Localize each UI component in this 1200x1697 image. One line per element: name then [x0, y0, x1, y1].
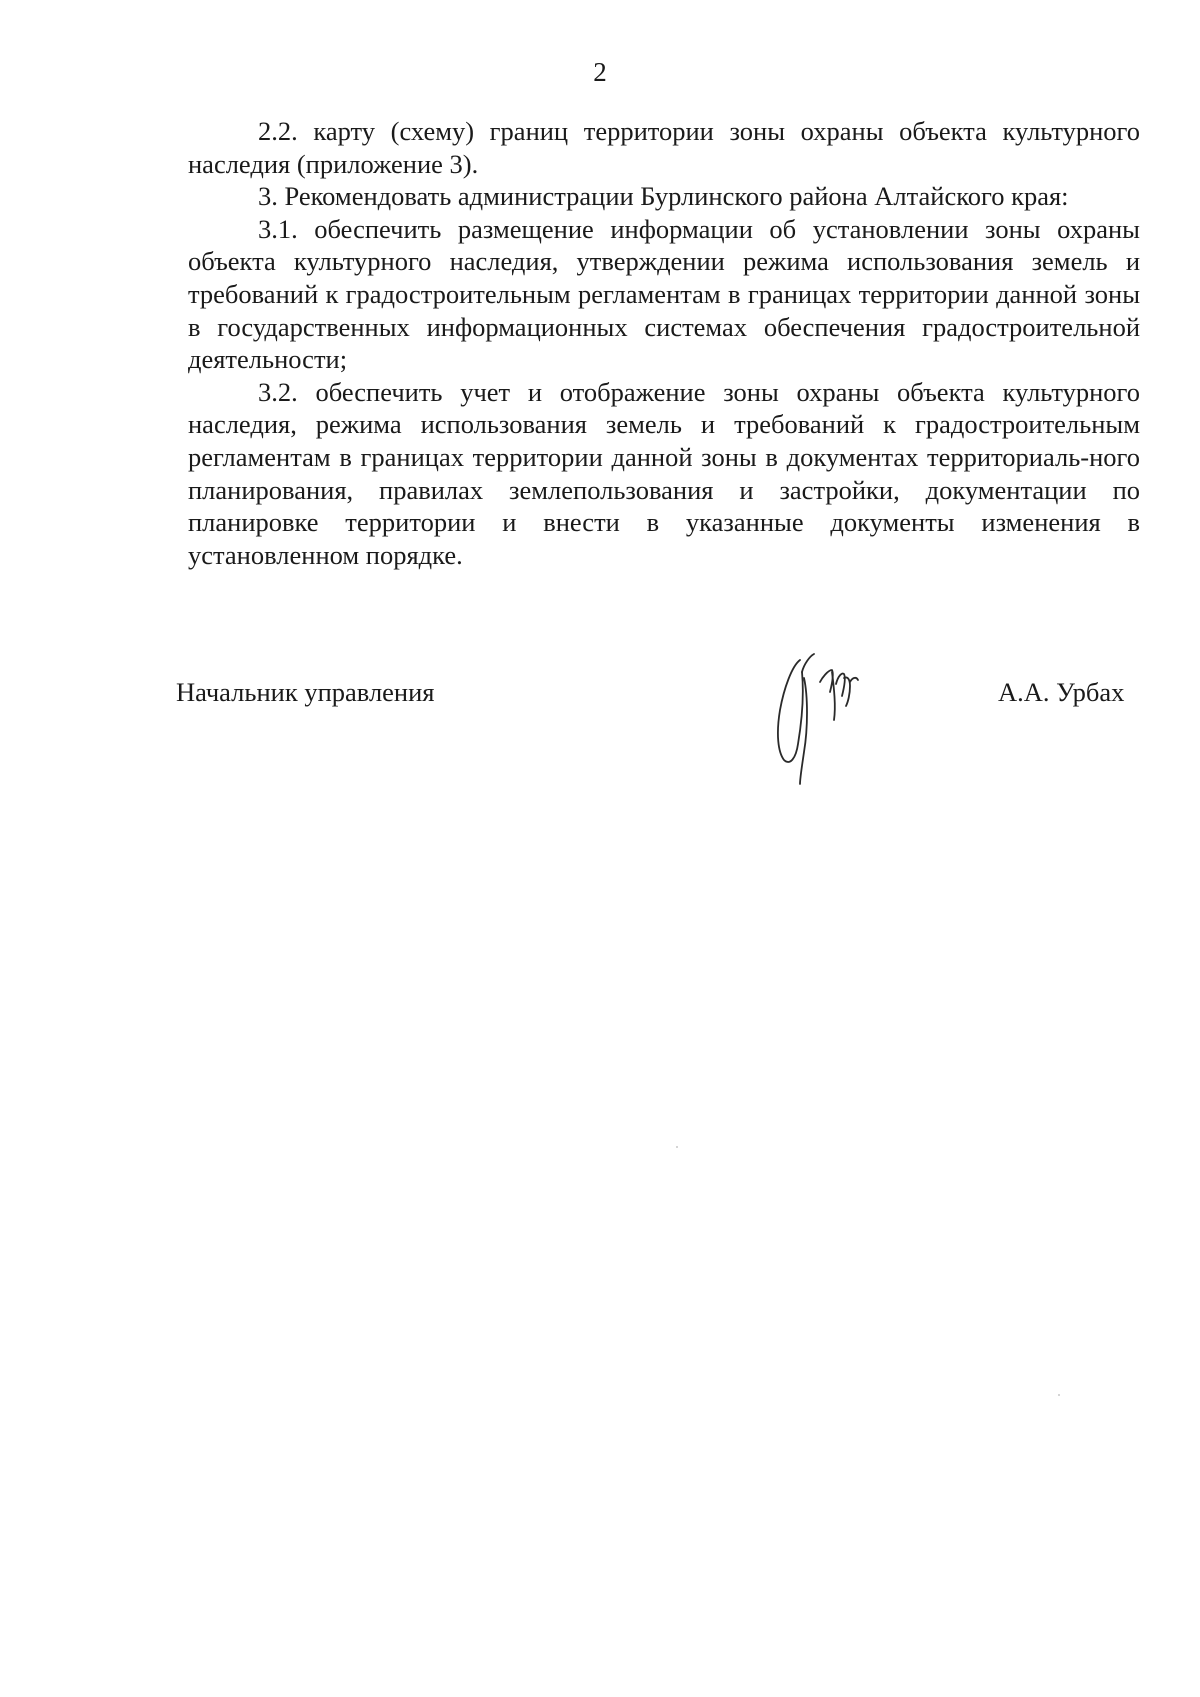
paragraph-3-1: 3.1. обеспечить размещение информации об установлении зоны охраны объекта культурного наследия, утверждении режима использования земель и требований к градостроительным регламентам в границах территории данной зоны в государственных информационных системах обеспечения градостроительной деятельности;: [188, 213, 1140, 375]
scan-speck: [1058, 1394, 1060, 1396]
signatory-position: Начальник управления: [176, 677, 435, 707]
page-number: 2: [593, 57, 607, 87]
handwritten-signature: [762, 648, 882, 788]
scan-speck: [676, 1146, 678, 1148]
signatory-name: А.А. Урбах: [998, 677, 1125, 707]
paragraph-3-2: 3.2. обеспечить учет и отображение зоны охраны объекта культурного наследия, режима использования земель и требований к градостроительным регламентам в границах территории данной зоны в документах территориаль-ного планирования, правилах землепользования и застройки, документации по планировке территории и внести в указанные документы изменения в установленном порядке.: [188, 376, 1140, 570]
document-body: [188, 115, 1140, 571]
paragraph-3: 3. Рекомендовать администрации Бурлинского района Алтайского края:: [258, 181, 1069, 212]
paragraph-2-2: 2.2. карту (схему) границ территории зоны охраны объекта культурного наследия (приложение 3).: [188, 116, 1140, 179]
